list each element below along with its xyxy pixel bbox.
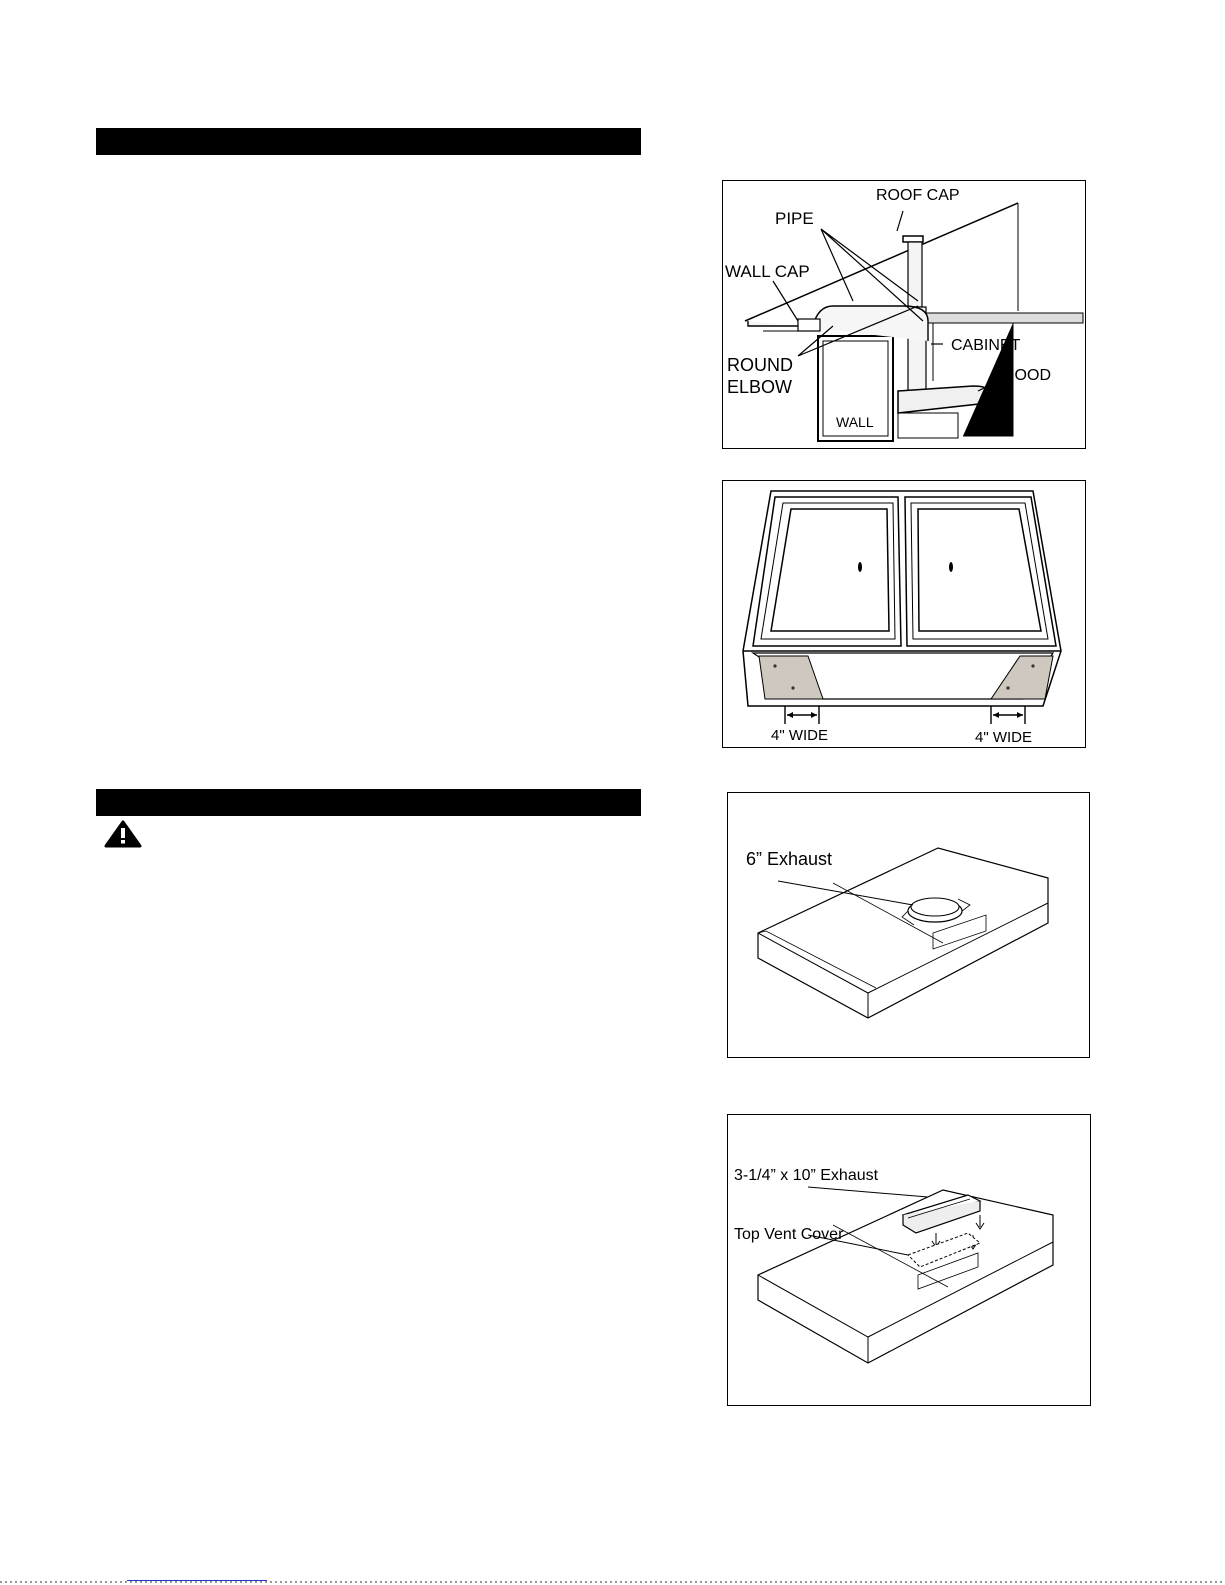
label-round-elbow-line2: ELBOW xyxy=(727,377,793,397)
rect-exhaust-diagram xyxy=(727,1114,1091,1406)
round-exhaust-diagram xyxy=(727,792,1090,1058)
label-round-exhaust: 6” Exhaust xyxy=(746,849,833,869)
section-header-bar-2 xyxy=(96,789,641,816)
ducting-diagram xyxy=(722,180,1086,449)
label-left-width: 4" WIDE xyxy=(771,727,828,744)
label-wall-cap: WALL CAP xyxy=(725,262,810,281)
label-wall: WALL xyxy=(836,414,874,430)
label-round-elbow-line1: ROUND xyxy=(727,355,793,375)
footer-dotted-rule xyxy=(0,1581,1225,1583)
footer-link-underline xyxy=(127,1580,267,1581)
label-rect-exhaust: 3-1/4” x 10” Exhaust xyxy=(734,1167,879,1184)
label-top-vent-cover: Top Vent Cover xyxy=(734,1226,844,1243)
label-roof-cap: ROOF CAP xyxy=(876,187,960,204)
cabinet-diagram xyxy=(722,480,1086,748)
label-cabinet: CABINET xyxy=(951,337,1021,354)
label-right-width: 4" WIDE xyxy=(975,729,1032,746)
label-hood: HOOD xyxy=(1003,367,1051,384)
label-pipe: PIPE xyxy=(775,209,814,228)
warning-icon xyxy=(103,820,143,848)
section-header-bar-1 xyxy=(96,128,641,155)
